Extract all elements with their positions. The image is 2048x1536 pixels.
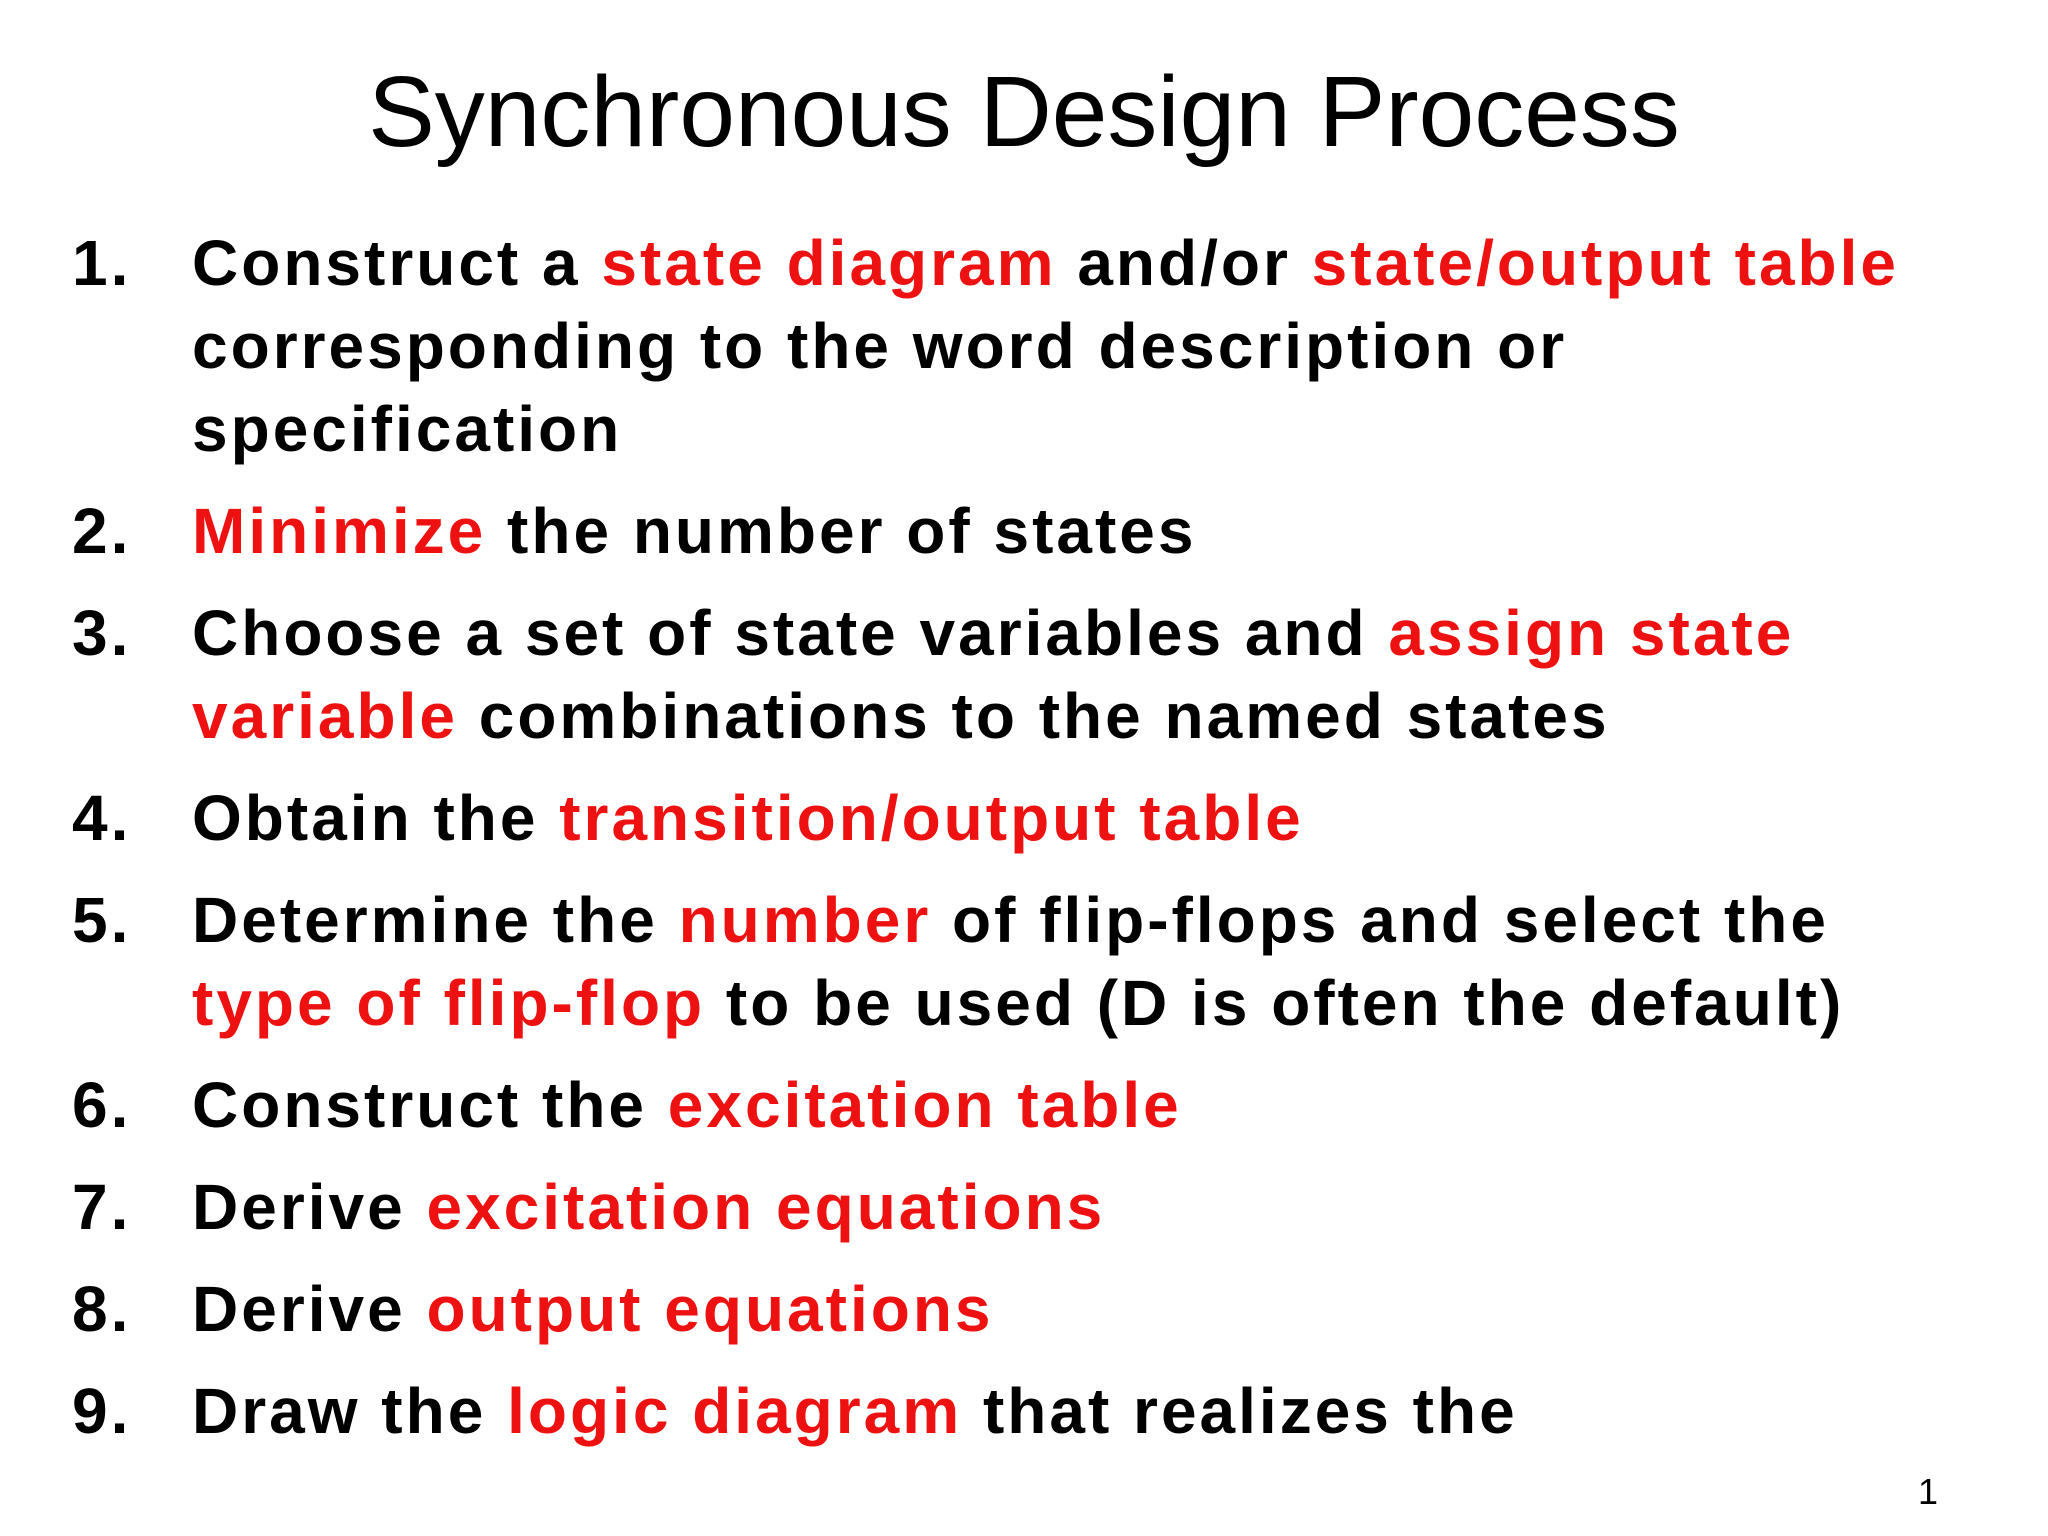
step-text: Draw the	[192, 1375, 508, 1447]
step-highlight-text: transition/output table	[559, 782, 1304, 854]
step-highlight-text: logic diagram	[507, 1375, 963, 1447]
step-text: the number of states	[486, 495, 1197, 567]
step-highlight-text: state diagram	[601, 227, 1057, 299]
step-text: combinations to the named states	[457, 680, 1610, 752]
step-highlight-text: output equations	[426, 1273, 994, 1345]
step-text: corresponding to the word description or specification	[192, 310, 1568, 465]
step-text: Derive	[192, 1273, 427, 1345]
step-item	[72, 777, 1972, 860]
step-text: to be used (D is often the default)	[705, 967, 1845, 1039]
page-number: 1	[1917, 1471, 1938, 1512]
step-number: 2.	[72, 495, 132, 567]
step-number: 7.	[72, 1171, 132, 1243]
step-number: 3.	[72, 597, 132, 669]
slide-title: Synchronous Design Process	[368, 56, 1680, 168]
step-text: and/or	[1056, 227, 1312, 299]
step-text: of flip-flops and select the	[931, 884, 1829, 956]
step-number: 9.	[72, 1375, 132, 1447]
step-text: Obtain the	[192, 782, 560, 854]
step-item	[72, 1166, 1972, 1249]
design-steps-list	[72, 222, 1972, 1472]
step-text: Determine the	[192, 884, 679, 956]
step-item	[72, 879, 1972, 1045]
step-number: 6.	[72, 1069, 132, 1141]
step-number: 5.	[72, 884, 132, 956]
step-highlight-text: excitation equations	[426, 1171, 1106, 1243]
step-text: that realizes the	[962, 1375, 1518, 1447]
step-text: Choose a set of state variables and	[192, 597, 1389, 669]
step-number: 8.	[72, 1273, 132, 1345]
step-item	[72, 490, 1972, 573]
step-highlight-text: Minimize	[192, 495, 487, 567]
step-number: 1.	[72, 227, 132, 299]
step-item	[72, 1370, 1972, 1453]
step-item	[72, 592, 1972, 758]
step-text: Construct a	[192, 227, 602, 299]
step-text: Construct the	[192, 1069, 668, 1141]
step-number: 4.	[72, 782, 132, 854]
step-highlight-text: state/output table	[1311, 227, 1899, 299]
step-item	[72, 222, 1972, 471]
step-highlight-text: excitation table	[667, 1069, 1182, 1141]
step-item	[72, 1268, 1972, 1351]
step-text: Derive	[192, 1171, 427, 1243]
step-item	[72, 1064, 1972, 1147]
step-highlight-text: type of flip-flop	[192, 967, 706, 1039]
step-highlight-text: number	[678, 884, 932, 956]
step-highlight-text: assign state variable	[192, 597, 1795, 752]
